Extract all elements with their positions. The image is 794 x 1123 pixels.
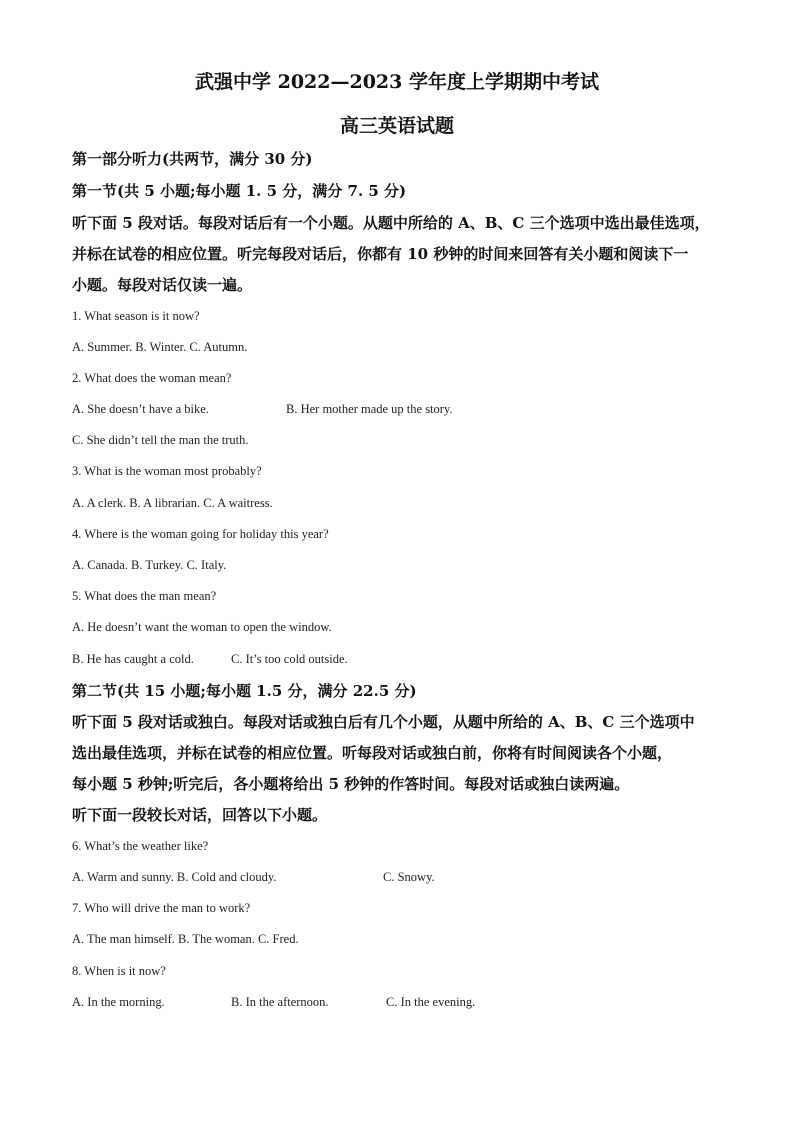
question-4-stem: 4. Where is the woman going for holiday this year? (72, 527, 329, 541)
section2-instructions-line3: 每小题 5 秒钟;听完后，各小题将给出 5 秒钟的作答时间。每段对话或独白读两遍。 (72, 775, 630, 793)
question-7-options: A. The man himself. B. The woman. C. Fred. (72, 932, 299, 946)
section2-sub-heading: 听下面一段较长对话，回答以下小题。 (72, 806, 328, 824)
question-6-option-ab: A. Warm and sunny. B. Cold and cloudy. (72, 870, 277, 884)
question-8-stem: 8. When is it now? (72, 964, 166, 978)
question-5-option-a: A. He doesn’t want the woman to open the window. (72, 620, 332, 634)
subject-title: 高三英语试题 (339, 115, 454, 137)
question-8-option-a: A. In the morning. (72, 995, 165, 1009)
section1-heading: 第一节(共 5 小题;每小题 1. 5 分，满分 7. 5 分) (72, 182, 407, 200)
section1-instructions-line2: 并标在试卷的相应位置。听完每段对话后，你都有 10 秒钟的时间来回答有关小题和阅读下一 (72, 245, 689, 263)
question-5-options-row2 (72, 651, 348, 667)
question-5-option-b: B. He has caught a cold. (72, 652, 194, 666)
question-7-stem: 7. Who will drive the man to work? (72, 901, 251, 915)
question-6-stem: 6. What’s the weather like? (72, 839, 209, 853)
section1-instructions-line1: 听下面 5 段对话。每段对话后有一个小题。从题中所给的 A、B、C 三个选项中选出最佳选项， (72, 214, 710, 232)
question-8-options (72, 994, 475, 1010)
question-2-stem: 2. What does the woman mean? (72, 371, 232, 385)
question-2-option-a: A. She doesn’t have a bike. (72, 402, 209, 416)
question-8-option-c: C. In the evening. (386, 995, 476, 1009)
question-3-options: A. A clerk. B. A librarian. C. A waitress. (72, 496, 273, 510)
question-8-option-b: B. In the afternoon. (231, 995, 329, 1009)
question-3-stem: 3. What is the woman most probably? (72, 464, 262, 478)
section1-instructions-line3: 小题。每段对话仅读一遍。 (72, 276, 253, 294)
section2-instructions-line2: 选出最佳选项，并标在试卷的相应位置。听每段对话或独白前，你将有时间阅读各个小题， (72, 744, 673, 762)
question-2-option-c: C. She didn’t tell the man the truth. (72, 433, 249, 447)
question-1-stem: 1. What season is it now? (72, 309, 200, 323)
question-6-options (72, 869, 435, 885)
question-4-options: A. Canada. B. Turkey. C. Italy. (72, 558, 227, 572)
question-5-option-c: C. It’s too cold outside. (231, 652, 348, 666)
question-2-options-row1 (72, 401, 453, 417)
part1-heading: 第一部分听力(共两节，满分 30 分) (72, 150, 313, 168)
question-1-options: A. Summer. B. Winter. C. Autumn. (72, 340, 248, 354)
question-2-option-b: B. Her mother made up the story. (286, 402, 453, 416)
section2-heading: 第二节(共 15 小题;每小题 1.5 分，满分 22.5 分) (72, 682, 417, 700)
school-exam-title: 武强中学 2022—2023 学年度上学期期中考试 (195, 71, 599, 93)
question-5-stem: 5. What does the man mean? (72, 589, 217, 603)
section2-instructions-line1: 听下面 5 段对话或独白。每段对话或独白后有几个小题，从题中所给的 A、B、C 三个选项中 (72, 713, 695, 731)
question-6-option-c: C. Snowy. (383, 870, 435, 884)
